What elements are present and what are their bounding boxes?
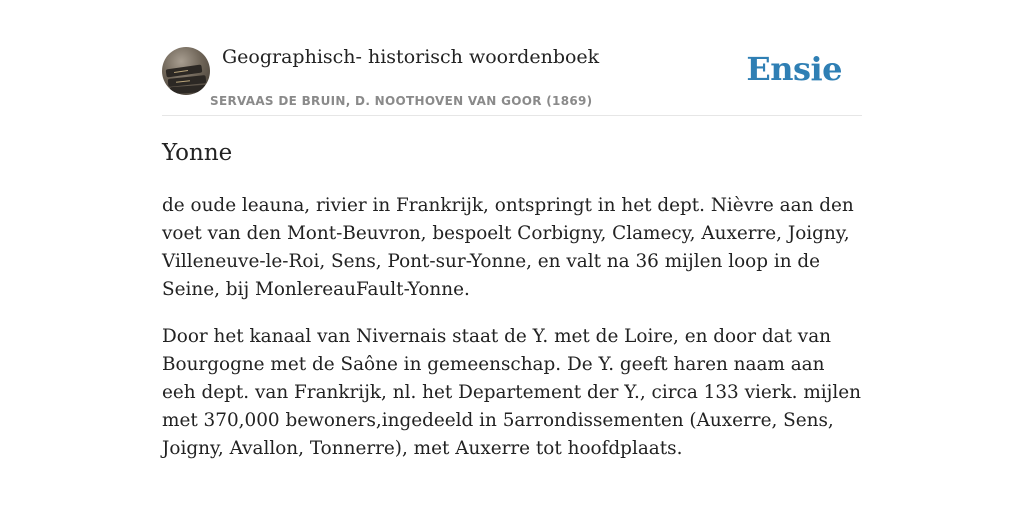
source-title-link[interactable]: Geographisch- historisch woordenboek (222, 46, 600, 68)
source-header (162, 44, 862, 116)
brand-logo-link[interactable]: Ensie (746, 50, 842, 88)
entry-body (162, 192, 862, 482)
entry-paragraph: de oude leauna, rivier in Frankrijk, ontspringt in het dept. Nièvre aan den voet van den Mont-Beuvron, bespoelt Corbigny, Clamecy, Auxerre, Joigny, Villeneuve-le-Roi, Sens, Pont-sur-Yonne, en valt na 36 mijlen loop in de Seine, bij MonlereauFault-Yonne. (162, 195, 854, 300)
source-authors: SERVAAS DE BRUIN, D. NOOTHOVEN VAN GOOR (1869) (210, 94, 593, 108)
entry-title: Yonne (162, 140, 233, 166)
entry-paragraph: Door het kanaal van Nivernais staat de Y. met de Loire, en door dat van Bourgogne met de Saône in gemeenschap. De Y. geeft haren naam aan eeh dept. van Frankrijk, nl. het Departement der Y., circa 133 vierk. mijlen met 370,000 bewoners,ingedeeld in 5arrondissementen (Auxerre, Sens, Joigny, Avallon, Tonnerre), met Auxerre tot hoofdplaats. (162, 326, 861, 459)
old-books-avatar-icon[interactable] (162, 47, 210, 95)
